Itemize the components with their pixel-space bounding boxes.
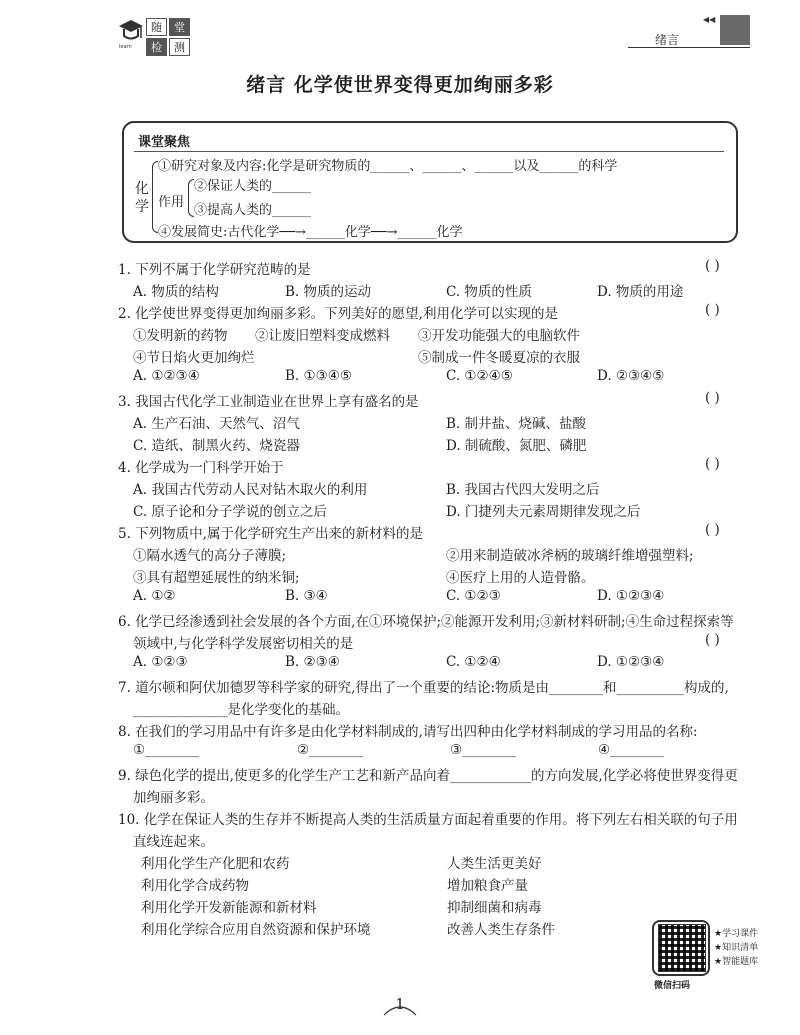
answer-paren: ( ) [705,522,720,538]
question-stem-cont: 领域中,与化学科学发展密切相关的是 [133,636,354,652]
match-right: 人类生活更美好 [447,856,542,872]
question-stem: 10. 化学在保证人类的生存并不断提高人类的生活质量方面起着重要的作用。将下列左右相关联的句子用 [118,812,738,828]
answer-paren: ( ) [705,258,720,274]
question-stem-cont: 直线连起来。 [133,834,214,850]
page-number [380,995,420,1021]
svg-text:learn: learn [119,44,132,50]
section-header [628,15,750,45]
answer-paren: ( ) [705,302,720,318]
qr-feature: ★智能题库 [714,957,759,967]
question-stem: 7. 道尔顿和阿伏加德罗等科学家的研究,得出了一个重要的结论:物质是由________和__________构成的, [118,680,729,696]
double-arrow-left-icon: ◀◀ [703,15,716,24]
option: B. 制井盐、烧碱、盐酸 [446,416,587,432]
question-stem: 2. 化学使世界变得更加绚丽多彩。下列美好的愿望,利用化学可以实现的是 [118,306,558,322]
option: ①隔水透气的高分子薄膜; [133,548,287,564]
logo-cell: 测 [169,38,190,56]
option: D. 物质的用途 [597,284,684,300]
blank-item: ④________ [598,742,665,758]
logo-cell: 堂 [169,18,190,36]
option: C. ①②③ [446,588,501,604]
question-stem: 1. 下列不属于化学研究范畴的是 [118,262,311,278]
summary-line-2: ②保证人类的______ [194,179,312,194]
option: ④节日焰火更加绚烂 [133,350,255,366]
summary-line-4: ④发展简史:古代化学──→______化学──→______化学 [158,225,463,240]
option: A. ①② [133,588,176,604]
option: A. 物质的结构 [133,284,219,300]
option: ③具有超塑延展性的纳米铜; [133,570,300,586]
option: C. 造纸、制黑火药、烧瓷器 [133,438,300,454]
summary-divider [134,151,724,152]
logo-cell: 检 [146,38,167,56]
header-rule [628,47,750,48]
option: D. ①②③④ [597,654,665,670]
option: B. ③④ [285,588,328,604]
match-right: 抑制细菌和病毒 [447,900,542,916]
match-left: 利用化学综合应用自然资源和保护环境 [141,922,371,938]
logo [118,16,193,54]
option: C. 物质的性质 [446,284,532,300]
option: B. ②③④ [285,654,340,670]
qr-code-icon[interactable] [658,924,706,972]
answer-paren: ( ) [705,456,720,472]
match-left: 利用化学合成药物 [141,878,249,894]
answer-paren: ( ) [705,632,720,648]
role-label: 作用 [158,195,185,210]
option: B. 我国古代四大发明之后 [446,482,600,498]
option: ⑤制成一件冬暖夏凉的衣服 [418,350,580,366]
option: ②让废旧塑料变成燃料 [255,328,390,344]
header-block [720,15,750,45]
match-right: 改善人类生存条件 [447,922,555,938]
match-left: 利用化学开发新能源和新材料 [141,900,317,916]
summary-line-1: ①研究对象及内容:化学是研究物质的______、______、______以及______的科学 [158,159,618,174]
option: ③开发功能强大的电脑软件 [418,328,580,344]
qr-feature: ★学习课件 [714,929,759,939]
qr-block[interactable] [650,920,762,991]
graduation-cap-icon [118,16,144,50]
option: C. ①②④⑤ [446,368,513,384]
blank-item: ③________ [450,742,517,758]
subject-char: 学 [135,199,149,215]
match-right: 增加粮食产量 [447,878,528,894]
option: A. 生产石油、天然气、沼气 [133,416,300,432]
option: B. 物质的运动 [285,284,372,300]
summary-heading: 课堂聚焦 [138,135,191,150]
option: C. ①②④ [446,654,501,670]
summary-line-3: ③提高人类的______ [194,203,312,218]
page-title: 绪言 化学使世界变得更加绚丽多彩 [246,74,554,96]
question-stem-cont: ______________是化学变化的基础。 [133,702,349,718]
answer-paren: ( ) [705,390,720,406]
wechat-scan-label: 微信扫码 [654,981,691,991]
question-stem-cont: 加绚丽多彩。 [133,790,214,806]
blank-item: ①________ [133,742,200,758]
question-stem: 9. 绿色化学的提出,使更多的化学生产工艺和新产品向着____________的方向发展,化学必将使世界变得更 [118,768,738,784]
match-left: 利用化学生产化肥和农药 [141,856,290,872]
option: D. ①②③④ [597,588,665,604]
option: ④医疗上用的人造骨骼。 [446,570,595,586]
option: D. ②③④⑤ [597,368,665,384]
option: A. 我国古代劳动人民对钻木取火的利用 [133,482,368,498]
logo-grid [146,18,190,54]
blank-item: ②________ [297,742,364,758]
page-number-text: 1 [395,995,405,1013]
option: A. ①②③ [133,654,188,670]
option: D. 门捷列夫元素周期律发现之后 [446,504,641,520]
option: ②用来制造破冰斧柄的玻璃纤维增强塑料; [446,548,694,564]
question-stem: 6. 化学已经渗透到社会发展的各个方面,在①环境保护;②能源开发利用;③新材料研制;④生命过程探索等 [118,614,734,630]
option: C. 原子论和分子学说的创立之后 [133,504,327,520]
subject-char: 化 [135,181,149,197]
option: D. 制硫酸、氮肥、磷肥 [446,438,587,454]
section-label: 绪言 [655,33,680,47]
question-stem: 3. 我国古代化学工业制造业在世界上享有盛名的是 [118,394,419,410]
logo-cell: 随 [146,18,167,36]
summary-box [122,121,738,243]
question-stem: 8. 在我们的学习用品中有许多是由化学材料制成的,请写出四种由化学材料制成的学习用品的名称: [118,724,698,740]
qr-feature: ★知识清单 [714,943,759,953]
question-stem: 5. 下列物质中,属于化学研究生产出来的新材料的是 [118,526,423,542]
option: A. ①②③④ [133,368,200,384]
question-stem: 4. 化学成为一门科学开始于 [118,460,284,476]
option: ①发明新的药物 [133,328,228,344]
option: B. ①③④⑤ [285,368,352,384]
